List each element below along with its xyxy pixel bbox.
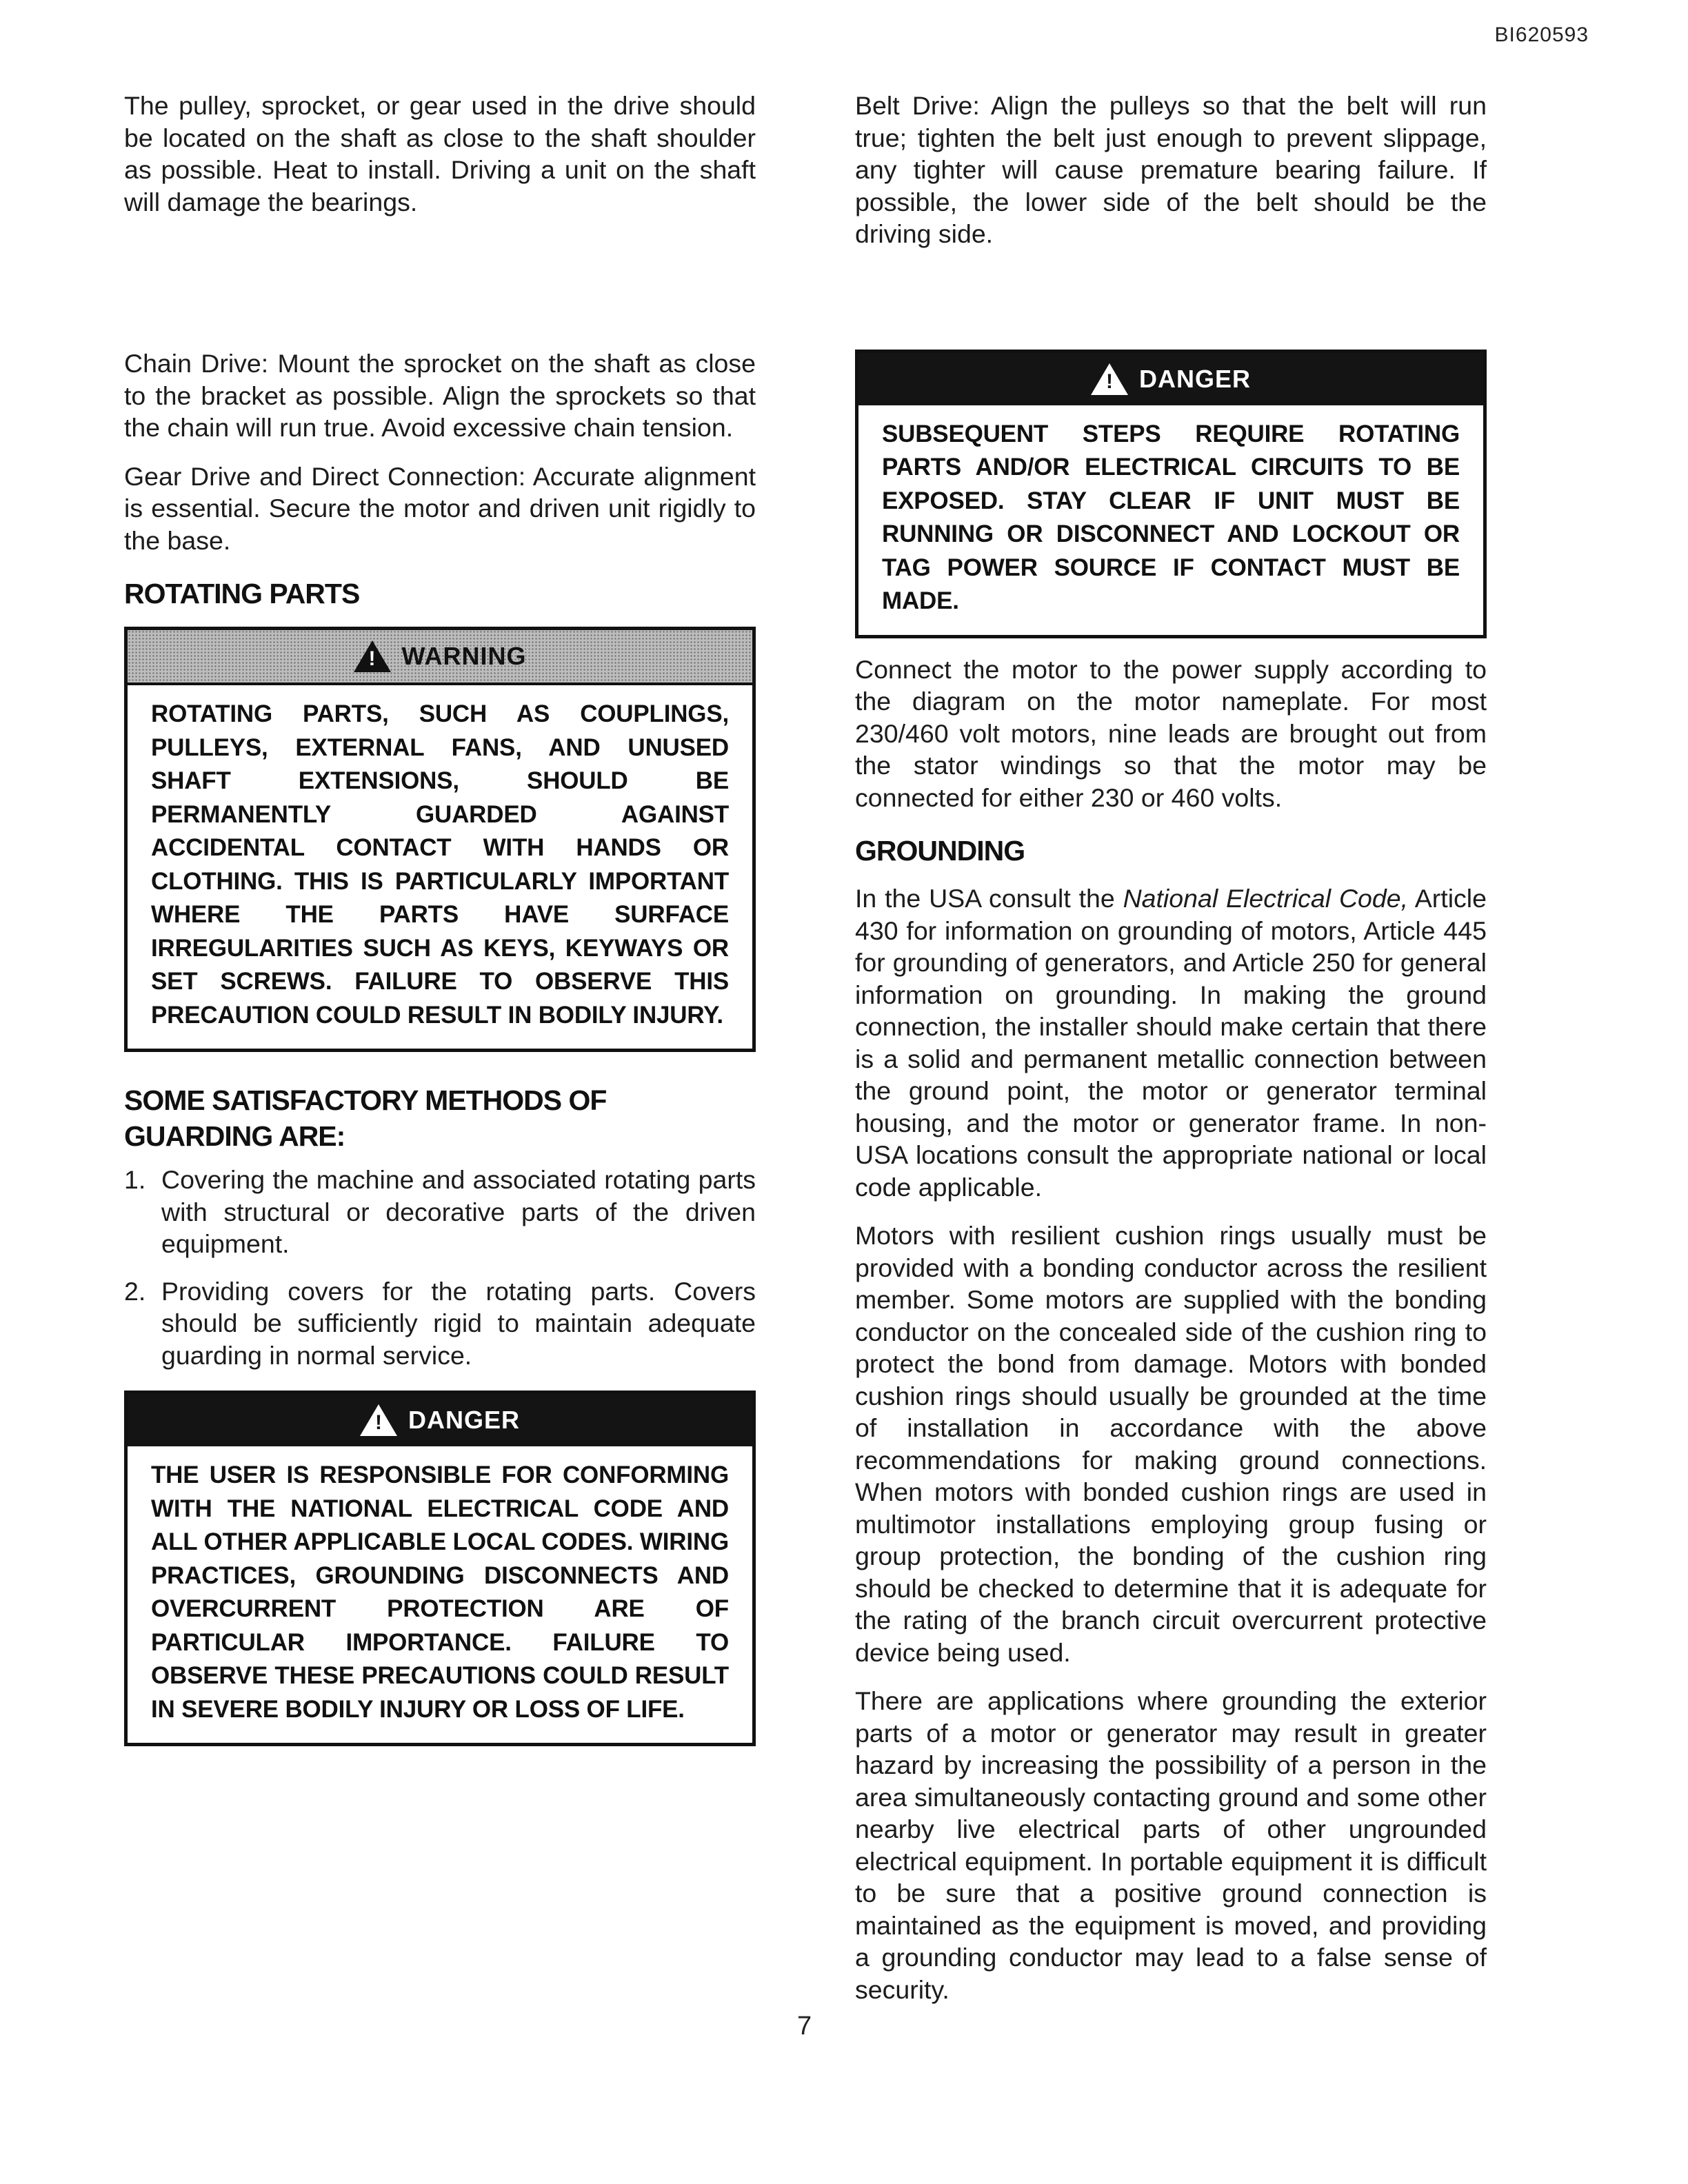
paragraph-grounding-codes — [855, 882, 1487, 1203]
paragraph-chain-drive: Chain Drive: Mount the sprocket on the shaft as close to the bracket as possible. Align the sprockets so that the chain will run true. Avoid excessive chain tension. — [124, 349, 756, 442]
left-column — [124, 90, 756, 1746]
danger-label: DANGER — [408, 1406, 520, 1434]
danger-label: DANGER — [1138, 364, 1251, 393]
danger-text: SUBSEQUENT STEPS REQUIRE ROTATING PARTS AND/OR ELECTRICAL CIRCUITS TO BE EXPOSED. STAY CLEAR IF UNIT MUST BE RUNNING OR DISCONNECT AND LOCKOUT OR TAG POWER SOURCE IF CONTACT MUST BE MADE. — [882, 420, 1460, 614]
rotating-parts-heading: ROTATING PARTS — [124, 578, 360, 609]
list-item-number: 2. — [124, 1276, 146, 1306]
paragraph-gear-drive: Gear Drive and Direct Connection: Accurate alignment is essential. Secure the motor and driven unit rigidly to the base. — [124, 461, 756, 555]
right-column — [855, 90, 1487, 2005]
list-item-number: 1. — [124, 1165, 146, 1194]
paragraph-pulley: The pulley, sprocket, or gear used in the drive should be located on the shaft as close to the shaft shoulder as possible. Heat to install. Driving a unit on the shaft will damage the bearings. — [124, 91, 756, 216]
list-item-text: Providing covers for the rotating parts. Covers should be sufficiently rigid to maintain adequate guarding in normal service. — [161, 1276, 756, 1370]
danger-triangle-icon: ! — [1091, 363, 1128, 395]
paragraph-exterior-grounding: There are applications where grounding the exterior parts of a motor or generator may result in greater hazard by increasing the possibility of a person in the area simultaneously contacting ground and some other nearby live electrical parts of other ungrounded electrical equipment. In portable equipment it is difficult to be sure that a positive ground connection is maintained as the equipment is moved, and providing a grounding conductor may lead to a false sense of security. — [855, 1686, 1487, 2004]
danger-header — [858, 353, 1483, 405]
page-number: 7 — [797, 2012, 812, 2041]
warning-triangle-icon: ! — [354, 640, 391, 672]
national-electrical-code-reference: National Electrical Code, — [1123, 884, 1409, 913]
grounding-text-body: Article 430 for information on grounding of motors, Article 445 for grounding of generators, and Article 250 for general information on grounding. In making the ground connection, the installer should make certain that there is a solid and permanent metallic connection between the ground point, the motor or generator terminal housing, and the motor or generator frame. In non-USA locations consult the appropriate national or local code applicable. — [855, 884, 1487, 1202]
danger-text: THE USER IS RESPONSIBLE FOR CONFORMING WITH THE NATIONAL ELECTRICAL CODE AND ALL OTHER APPLICABLE LOCAL CODES. WIRING PRACTICES, GROUNDING DISCONNECTS AND OVERCURRENT PROTECTION ARE OF PARTICULAR IMPORTANCE. FAILURE TO OBSERVE THESE PRECAUTIONS COULD RESULT IN SEVERE BODILY INJURY OR LOSS OF LIFE. — [151, 1462, 729, 1723]
paragraph-cushion-rings: Motors with resilient cushion rings usually must be provided with a bonding conductor across the resilient member. Some motors are supplied with the bonding conductor on the concealed side of the cushion ring to protect the bond from damage. Motors with bonded cushion rings should usually be grounded at the time of installation in accordance with the above recommendations for making ground connections. When motors with bonded cushion rings are used in multimotor installations employing group fusing or group protection, the bonding of the cushion ring should be checked to determine that it is adequate for the rating of the branch circuit overcurrent protective device being used. — [855, 1221, 1487, 1667]
list-item-text: Covering the machine and associated rotating parts with structural or decorative parts of the driven equipment. — [161, 1165, 756, 1258]
paragraph-belt-drive: Belt Drive: Align the pulleys so that the belt will run true; tighten the belt just enough to prevent slippage, any tighter will cause premature bearing failure. If possible, the lower side of the belt should be the driving side. — [855, 91, 1487, 248]
guarding-methods-list — [124, 1164, 756, 1371]
warning-box — [124, 627, 756, 1052]
danger-box-codes — [124, 1391, 756, 1746]
grounding-heading: GROUNDING — [855, 835, 1025, 867]
warning-header — [128, 630, 752, 685]
grounding-text-lead: In the USA consult the — [855, 884, 1115, 913]
danger-box-rotating — [855, 350, 1487, 638]
warning-text: ROTATING PARTS, SUCH AS COUPLINGS, PULLEYS, EXTERNAL FANS, AND UNUSED SHAFT EXTENSIONS, SHOULD BE PERMANENTLY GUARDED AGAINST ACCIDENTAL CONTACT WITH HANDS OR CLOTHING. THIS IS PARTICULARLY IMPORTANT WHERE THE PARTS HAVE SURFACE IRREGULARITIES SUCH AS KEYS, KEYWAYS OR SET SCREWS. FAILURE TO OBSERVE THIS PRECAUTION COULD RESULT IN BODILY INJURY. — [151, 700, 729, 1029]
warning-label: WARNING — [401, 642, 527, 670]
list-item — [124, 1275, 756, 1372]
danger-triangle-icon: ! — [360, 1404, 397, 1436]
danger-header — [128, 1394, 752, 1446]
guarding-methods-heading: SOME SATISFACTORY METHODS OF GUARDING ARE: — [124, 1084, 607, 1152]
document-id: BI620593 — [1494, 23, 1589, 46]
list-item — [124, 1164, 756, 1260]
paragraph-connect-motor: Connect the motor to the power supply according to the diagram on the motor nameplate. For most 230/460 volt motors, nine leads are brought out from the stator windings so that the motor may be connected for either 230 or 460 volts. — [855, 654, 1487, 812]
